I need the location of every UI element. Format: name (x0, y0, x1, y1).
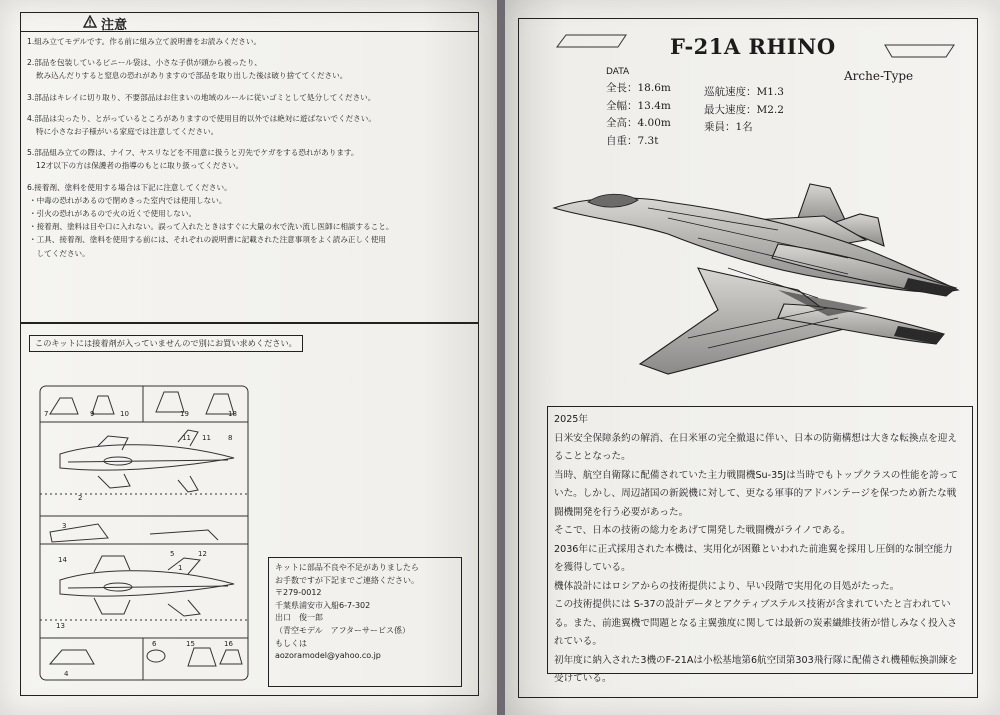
part-number-label: 12 (198, 550, 207, 558)
spec-weight: 自重：7.3t (606, 134, 659, 147)
warning-icon (83, 15, 97, 28)
part-number-label: 13 (56, 622, 65, 630)
part-number-label: 15 (186, 640, 195, 648)
support-line: お手数ですが下記までご連絡ください。 (275, 575, 419, 585)
part-number-label: 1 (178, 564, 183, 572)
part-number-label: 6 (152, 640, 157, 648)
history-paragraph: 日米安全保障条約の解消、在日米軍の完全撤退に伴い、日本の防衛構想は大きな転換点を迎えることとなった。 (554, 432, 957, 462)
title-deco-left (556, 34, 628, 48)
part-number-label: 18 (228, 410, 237, 418)
part-number-label: 3 (62, 522, 67, 530)
specs-right (704, 84, 784, 137)
spec-height: 全高：4.00m (606, 117, 671, 129)
part-number-label: 9 (90, 410, 95, 418)
part-number-label: 10 (120, 410, 129, 418)
support-line: もしくは (275, 638, 307, 648)
spec-length: 全長：18.6m (606, 82, 671, 94)
part-number-label: 11 (182, 434, 191, 442)
spec-max-speed: 最大速度：M2.2 (704, 103, 784, 116)
support-email: aozoramodel@yahoo.co.jp (275, 651, 381, 661)
part-number-label: 4 (64, 670, 69, 678)
title-deco-right (884, 44, 956, 58)
part-number-label: 14 (58, 556, 67, 564)
support-line: キットに部品不良や不足がありましたら (275, 563, 419, 572)
parts-runner-diagram (38, 384, 252, 684)
part-number-label: 5 (170, 550, 175, 558)
support-postal-code: 〒279-0012 (275, 588, 322, 598)
part-number-label: 8 (228, 434, 233, 442)
part-number-label: 2 (78, 494, 83, 502)
specs-left (606, 80, 671, 150)
after-service-box (268, 557, 462, 687)
part-number-label: 11 (202, 434, 211, 442)
history-year: 2025年 (554, 414, 589, 425)
caution-box (20, 12, 479, 324)
aircraft-subtitle: Arche-Type (844, 69, 914, 83)
caution-title-bar (21, 13, 478, 32)
history-paragraph: この技術提供には S-37の設計データとアクティブステルス技術が含まれていたと言われている。また、前進翼機で問題となる主翼強度に関しては最新の炭素繊維技術が惜しみなく投入されている。 (554, 599, 957, 647)
kit-adhesive-note: このキットには接着剤が入っていませんので別にお買い求めください。 (29, 335, 303, 352)
caution-item: 3.部品はキレイに切り取り、不要部品はお住まいの地域のルールに従いゴミとして処分してください。 (27, 92, 376, 102)
data-label: DATA (606, 67, 630, 77)
history-paragraph: そこで、日本の技術の総力をあげて開発した戦闘機がライノである。 (554, 525, 851, 536)
history-paragraph: 当時、航空自衛隊に配備されていた主力戦闘機Su-35Jは当時でもトップクラスの性能を誇っていた。しかし、周辺諸国の新鋭機に対して、更なる軍事的アドバンテージを保つため新たな戦闘機開発を行う必要があった。 (554, 469, 958, 518)
spec-cruise-speed: 巡航速度：M1.3 (704, 86, 784, 98)
support-contact-name: 出口 俊一郎 (275, 613, 323, 623)
caution-title: 注意 (101, 18, 128, 33)
caution-item: 5.部品組み立ての際は、ナイフ、ヤスリなどを不用意に扱うと刃先でケガをする恐れがあります。 12才以下の方は保護者の指導のもとに取り扱ってください。 (27, 148, 359, 171)
part-number-label: 7 (44, 410, 49, 418)
part-number-label: 19 (180, 410, 189, 418)
caution-item: 4.部品は尖ったり、とがっているところがありますので使用目的以外では絶対に遊ばないでください。 特に小さなお子様がいる家庭では注意してください。 (27, 113, 376, 137)
history-paragraph: 2036年に正式採用された本機は、実用化が困難といわれた前進翼を採用し圧倒的な制空能力を獲得している。 (554, 543, 953, 573)
left-page (0, 0, 497, 715)
spec-span: 全幅：13.4m (606, 99, 671, 112)
caution-item: 2.部品を包装しているビニール袋は、小さな子供が頭から被ったり、 飲み込んだりすると窒息の恐れがありますので部品を取り出した後は破り捨ててください。 (27, 58, 348, 81)
part-number-label: 16 (224, 640, 233, 648)
history-paragraph: 機体設計にはロシアからの技術提供により、早い段階で実用化の目処がたった。 (554, 580, 900, 592)
spec-crew: 乗員：1名 (704, 121, 753, 133)
caution-item: 1.組み立てモデルです。作る前に組み立て説明書をお読みください。 (27, 37, 262, 46)
aircraft-title: F-21A RHINO (670, 34, 836, 59)
history-paragraph: 初年度に納入された3機のF-21Aは小松基地第6航空団第303飛行隊に配備され機種転換訓練を受けている。 (554, 654, 958, 684)
caution-list (27, 35, 472, 268)
caution-item: 6.接着剤、塗料を使用する場合は下記に注意してください。 ・中毒の恐れがあるので閉めきった室内では使用しない。 ・引火の恐れがあるので火の近くで使用しない。 ・接着剤、塗料は目や口に入れない。誤って入れたときはすぐに大量の水で洗い流し医師に相談すること。 ・工具、接着剤、塗料を使用する前には、それぞれの説明書に記載された注意事項をよく読み正しく使用 してください。 (27, 182, 394, 258)
support-address: 千葉県浦安市入船6-7-302 (275, 600, 371, 610)
aircraft-illustration (548, 178, 968, 388)
support-department: （青空モデル アフターサービス係） (275, 625, 411, 635)
history-text-box (547, 406, 973, 684)
